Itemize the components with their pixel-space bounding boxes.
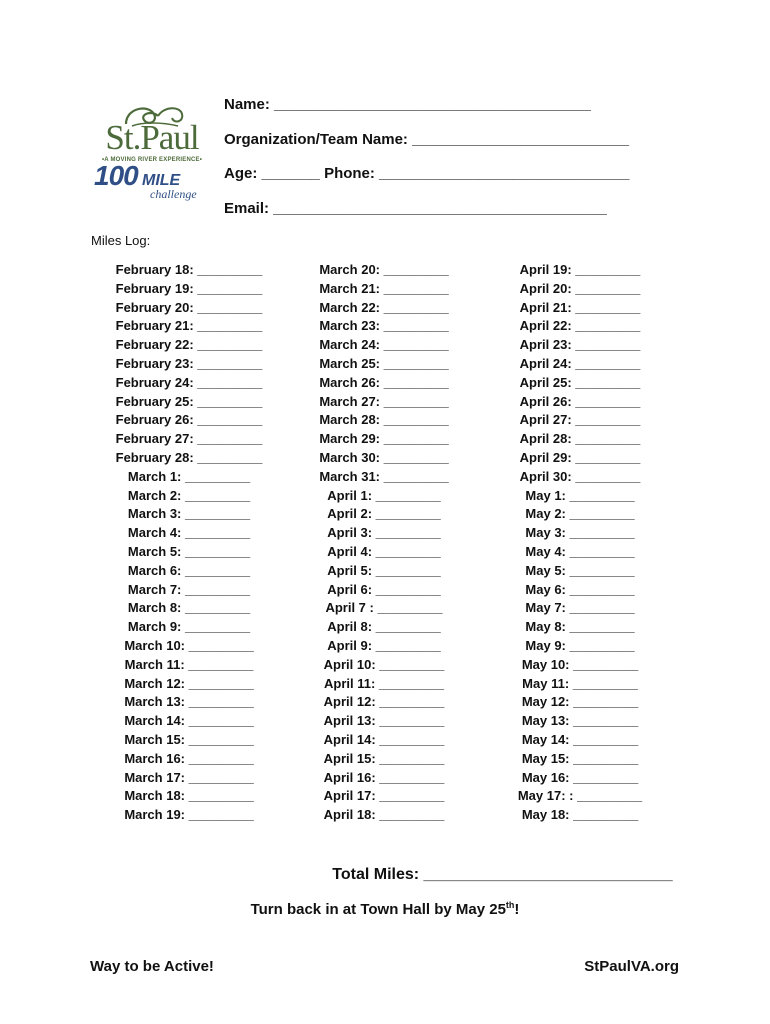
log-entry[interactable]: March 18: _________ [124,788,254,804]
log-entry[interactable]: April 25: _________ [519,374,641,390]
log-entry[interactable]: April 27: _________ [519,412,641,428]
log-entry[interactable]: March 12: _________ [124,675,254,691]
log-entry[interactable]: March 4: _________ [127,525,251,541]
log-entry[interactable]: April 3: _________ [327,525,441,541]
name-field[interactable]: Name: ______________________________________ [224,96,592,113]
st-paul-100-mile-challenge-logo [92,100,214,212]
log-entry[interactable]: March 14: _________ [124,713,254,729]
log-entry[interactable]: April 11: _________ [324,675,444,691]
log-entry[interactable]: April 30: _________ [519,468,641,484]
log-entry[interactable]: May 7: _________ [525,600,635,616]
log-entry[interactable]: March 29: _________ [319,431,449,447]
log-column-feb-mar [100,261,278,825]
log-entry[interactable]: February 20: _________ [115,299,263,315]
turn-back-suffix: th [505,900,515,910]
log-entry[interactable]: February 26: _________ [115,412,263,428]
age-phone-field[interactable]: Age: _______ Phone: ______________________________ [224,165,630,182]
footer-website: StPaulVA.org [584,958,679,975]
log-entry[interactable]: May 4: _________ [525,543,635,559]
log-entry[interactable]: April 10: _________ [323,656,445,672]
log-entry[interactable]: February 21: _________ [115,318,263,334]
log-entry[interactable]: March 23: _________ [319,318,449,334]
log-entry[interactable]: May 8: _________ [525,619,635,635]
log-entry[interactable]: February 24: _________ [115,374,263,390]
log-entry[interactable]: March 20: _________ [319,262,449,277]
log-entry[interactable]: March 13: _________ [124,694,254,710]
log-entry[interactable]: March 3: _________ [127,506,251,522]
turn-back-notice [0,900,770,918]
logo-mile: MILE [142,172,181,189]
log-entry[interactable]: March 11: _________ [124,656,254,672]
log-entry[interactable]: March 31: _________ [319,468,449,484]
log-entry[interactable]: March 30: _________ [319,449,449,465]
log-entry[interactable]: May 15: _________ [521,750,639,766]
log-entry[interactable]: May 5: _________ [525,562,635,578]
log-entry[interactable]: February 22: _________ [115,337,263,353]
log-entry[interactable]: May 6: _________ [525,581,635,597]
log-entry[interactable]: April 13: _________ [323,713,445,729]
log-entry[interactable]: March 10: _________ [124,637,254,653]
log-entry[interactable]: March 8: _________ [127,600,251,616]
log-entry[interactable]: May 12: _________ [521,694,639,710]
log-entry[interactable]: March 19: _________ [124,807,254,823]
miles-log-label: Miles Log: [91,233,151,248]
log-entry[interactable]: April 6: _________ [327,581,441,597]
log-entry[interactable]: April 29: _________ [519,449,641,465]
log-entry[interactable]: May 13: _________ [521,713,639,729]
log-entry[interactable]: May 3: _________ [525,525,635,541]
log-column-mar-apr [298,261,470,825]
log-entry[interactable]: April 26: _________ [519,393,641,409]
log-column-apr-may [498,261,662,825]
log-entry[interactable]: April 9: _________ [327,637,441,653]
turn-back-end: ! [514,901,520,918]
log-entry[interactable]: February 28: _________ [115,449,263,465]
log-entry[interactable]: May 1: _________ [525,487,635,503]
log-entry[interactable]: April 17: _________ [323,788,445,804]
log-entry[interactable]: February 27: _________ [115,431,263,447]
log-entry[interactable]: March 16: _________ [124,750,254,766]
log-entry[interactable]: April 20: _________ [519,280,641,296]
log-entry[interactable]: March 25: _________ [319,355,449,371]
log-entry[interactable]: May 16: _________ [521,769,639,785]
turn-back-text: Turn back in at Town Hall by May 25 [250,901,506,918]
log-entry[interactable]: April 23: _________ [519,337,641,353]
log-entry[interactable]: March 27: _________ [319,393,449,409]
log-entry[interactable]: April 16: _________ [323,769,445,785]
log-entry[interactable]: March 7: _________ [127,581,251,597]
log-entry[interactable]: March 6: _________ [127,562,251,578]
log-entry[interactable]: February 18: _________ [115,262,263,277]
logo-number: 100 [94,160,138,191]
log-entry[interactable]: April 4: _________ [327,543,441,559]
log-entry[interactable]: April 28: _________ [519,431,641,447]
log-entry[interactable]: March 15: _________ [124,731,254,747]
logo-name: St.Paul [105,118,199,157]
log-entry[interactable]: February 23: _________ [115,355,263,371]
log-entry[interactable]: May 11: _________ [522,675,638,691]
log-entry[interactable]: March 2: _________ [127,487,251,503]
log-entry[interactable]: April 5: _________ [327,562,441,578]
log-entry[interactable]: March 22: _________ [319,299,449,315]
log-entry[interactable]: April 21: _________ [519,299,641,315]
log-entry[interactable]: May 18: _________ [521,807,639,823]
log-entry[interactable]: March 24: _________ [319,337,449,353]
log-entry[interactable]: May 10: _________ [521,656,639,672]
log-entry[interactable]: April 7 : _________ [325,600,443,616]
log-entry[interactable]: March 9: _________ [127,619,251,635]
log-entry[interactable]: April 24: _________ [519,355,641,371]
log-entry[interactable]: April 22: _________ [519,318,641,334]
log-entry[interactable]: February 19: _________ [115,280,263,296]
log-entry[interactable]: April 8: _________ [327,619,441,635]
log-entry[interactable]: March 28: _________ [319,412,449,428]
log-entry[interactable]: April 12: _________ [323,694,445,710]
log-entry[interactable]: April 15: _________ [323,750,445,766]
log-entry[interactable]: April 19: _________ [519,262,641,277]
logo-tagline: •A MOVING RIVER EXPERIENCE• [101,157,203,163]
log-entry[interactable]: April 18: _________ [323,807,445,823]
total-miles-field[interactable]: Total Miles: ____________________________ [332,866,673,883]
log-entry[interactable]: March 21: _________ [319,280,449,296]
log-entry[interactable]: April 2: _________ [327,506,441,522]
log-entry[interactable]: May 9: _________ [525,637,635,653]
logo-challenge: challenge [150,187,197,201]
log-entry[interactable]: April 14: _________ [323,731,445,747]
footer-slogan: Way to be Active! [90,958,214,975]
log-entry[interactable]: May 17: : _________ [517,788,643,804]
organization-field[interactable]: Organization/Team Name: __________________________ [224,131,629,148]
log-entry[interactable]: April 1: _________ [327,487,441,503]
log-entry[interactable]: March 1: _________ [127,468,251,484]
log-entry[interactable]: March 26: _________ [319,374,449,390]
log-entry[interactable]: May 2: _________ [525,506,635,522]
log-entry[interactable]: May 14: _________ [521,731,639,747]
log-entry[interactable]: March 5: _________ [127,543,251,559]
log-entry[interactable]: March 17: _________ [124,769,254,785]
email-field[interactable]: Email: ________________________________________ [224,200,607,217]
log-entry[interactable]: February 25: _________ [115,393,263,409]
